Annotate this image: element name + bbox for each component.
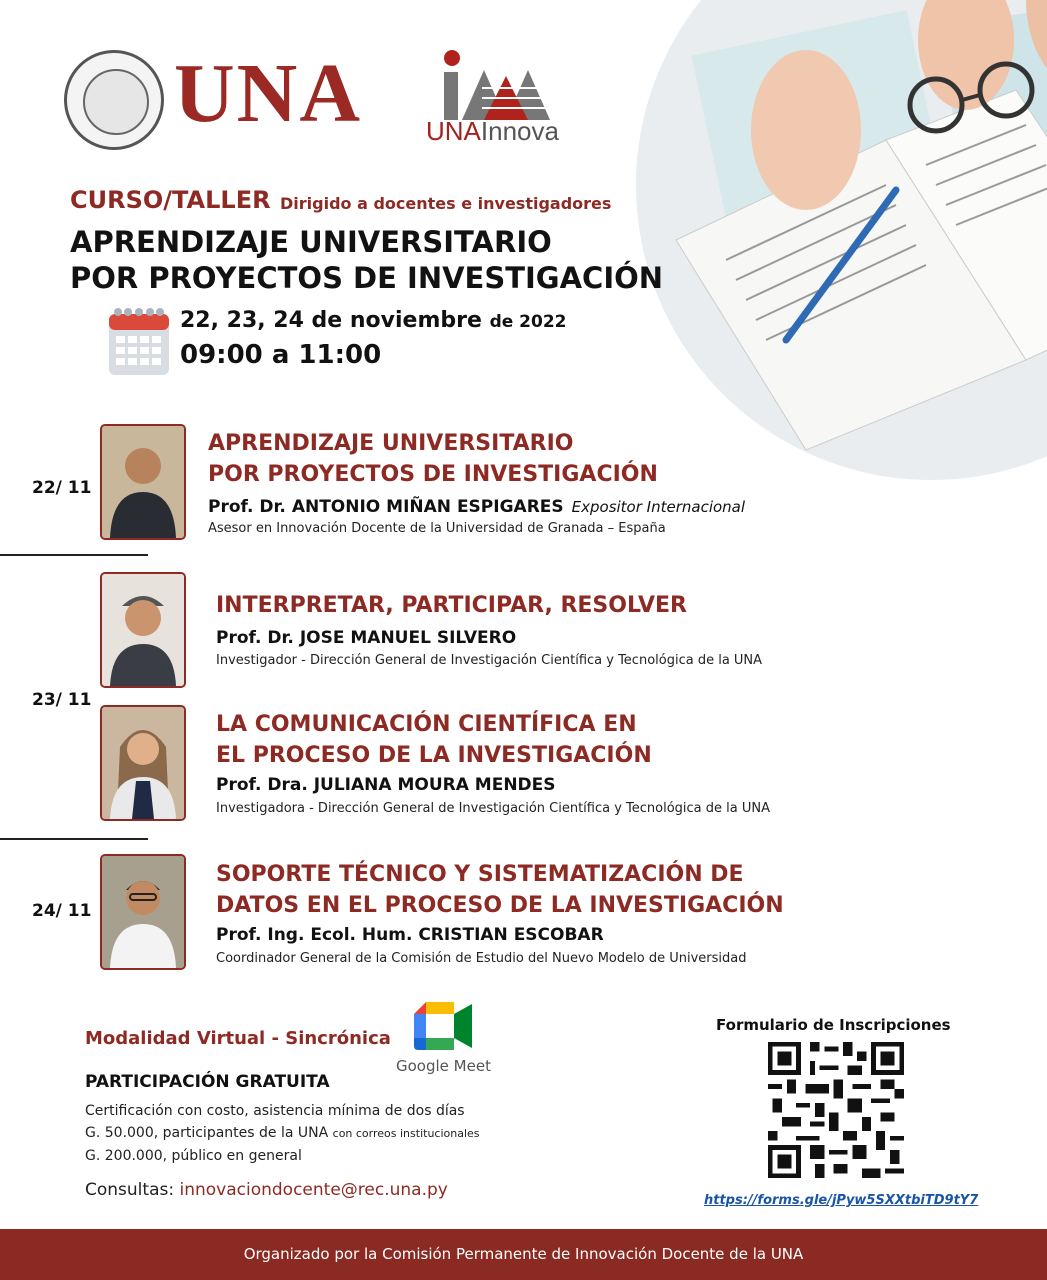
contact-email-link[interactable]: innovaciondocente@rec.una.py: [179, 1180, 448, 1200]
calendar-icon: [108, 306, 170, 376]
course-dates: 22, 23, 24 de noviembre de 2022: [180, 308, 567, 333]
una-seal-logo: [64, 50, 164, 150]
speaker-name: Prof. Dr. JOSE MANUEL SILVERO: [216, 628, 517, 648]
registration-title: Formulario de Inscripciones: [716, 1016, 951, 1034]
free-participation: PARTICIPACIÓN GRATUITA: [85, 1072, 330, 1092]
study-photo: [636, 0, 1047, 480]
speaker-portrait: [100, 424, 186, 540]
speaker-name: Prof. Dr. ANTONIO MIÑAN ESPIGARES Expositor Internacional: [208, 497, 746, 517]
course-hours: 09:00 a 11:00: [180, 340, 382, 370]
certification-info: Certificación con costo, asistencia mínima de dos días G. 50.000, participantes de la UNA con correos institucionales G. 200.000, público en general: [85, 1103, 480, 1164]
modality-label: Modalidad Virtual - Sincrónica: [85, 1028, 391, 1049]
speaker-name: Prof. Dra. JULIANA MOURA MENDES: [216, 775, 556, 795]
speaker-portrait: [100, 854, 186, 970]
talk-title: APRENDIZAJE UNIVERSITARIO POR PROYECTOS DE INVESTIGACIÓN: [208, 431, 658, 487]
unainnova-wordmark: UNAInnova: [426, 116, 559, 146]
day-label: 24/ 11: [32, 901, 92, 921]
contact-info: Consultas: innovaciondocente@rec.una.py: [85, 1180, 448, 1200]
registration-link[interactable]: https://forms.gle/jPyw5SXXtbiTD9tY7: [704, 1193, 979, 1208]
google-meet-label: Google Meet: [396, 1057, 491, 1075]
section-divider: [0, 838, 148, 840]
speaker-affiliation: Asesor en Innovación Docente de la Universidad de Granada – España: [208, 521, 666, 536]
speaker-name: Prof. Ing. Ecol. Hum. CRISTIAN ESCOBAR: [216, 925, 604, 945]
section-divider: [0, 554, 148, 556]
talk-title: SOPORTE TÉCNICO Y SISTEMATIZACIÓN DE DATOS EN EL PROCESO DE LA INVESTIGACIÓN: [216, 862, 784, 918]
speaker-affiliation: Investigadora - Dirección General de Investigación Científica y Tecnológica de la UNA: [216, 801, 771, 816]
day-label: 23/ 11: [32, 690, 92, 710]
footer-banner: Organizado por la Comisión Permanente de Innovación Docente de la UNA: [0, 1229, 1047, 1280]
course-audience: Dirigido a docentes e investigadores: [280, 194, 612, 213]
speaker-affiliation: Coordinador General de la Comisión de Estudio del Nuevo Modelo de Universidad: [216, 951, 747, 966]
speaker-portrait: [100, 705, 186, 821]
course-title: APRENDIZAJE UNIVERSITARIO POR PROYECTOS DE INVESTIGACIÓN: [70, 225, 664, 295]
talk-title: LA COMUNICACIÓN CIENTÍFICA EN EL PROCESO DE LA INVESTIGACIÓN: [216, 712, 652, 768]
day-label: 22/ 11: [32, 478, 92, 498]
speaker-affiliation: Investigador - Dirección General de Investigación Científica y Tecnológica de la UNA: [216, 653, 763, 668]
speaker-portrait: [100, 572, 186, 688]
course-type: CURSO/TALLER: [70, 186, 271, 214]
qr-code-icon[interactable]: [768, 1042, 904, 1178]
talk-title: INTERPRETAR, PARTICIPAR, RESOLVER: [216, 593, 687, 618]
una-wordmark: UNA: [174, 47, 362, 140]
seal-book-icon: [83, 69, 149, 135]
google-meet-icon: [414, 1002, 472, 1050]
